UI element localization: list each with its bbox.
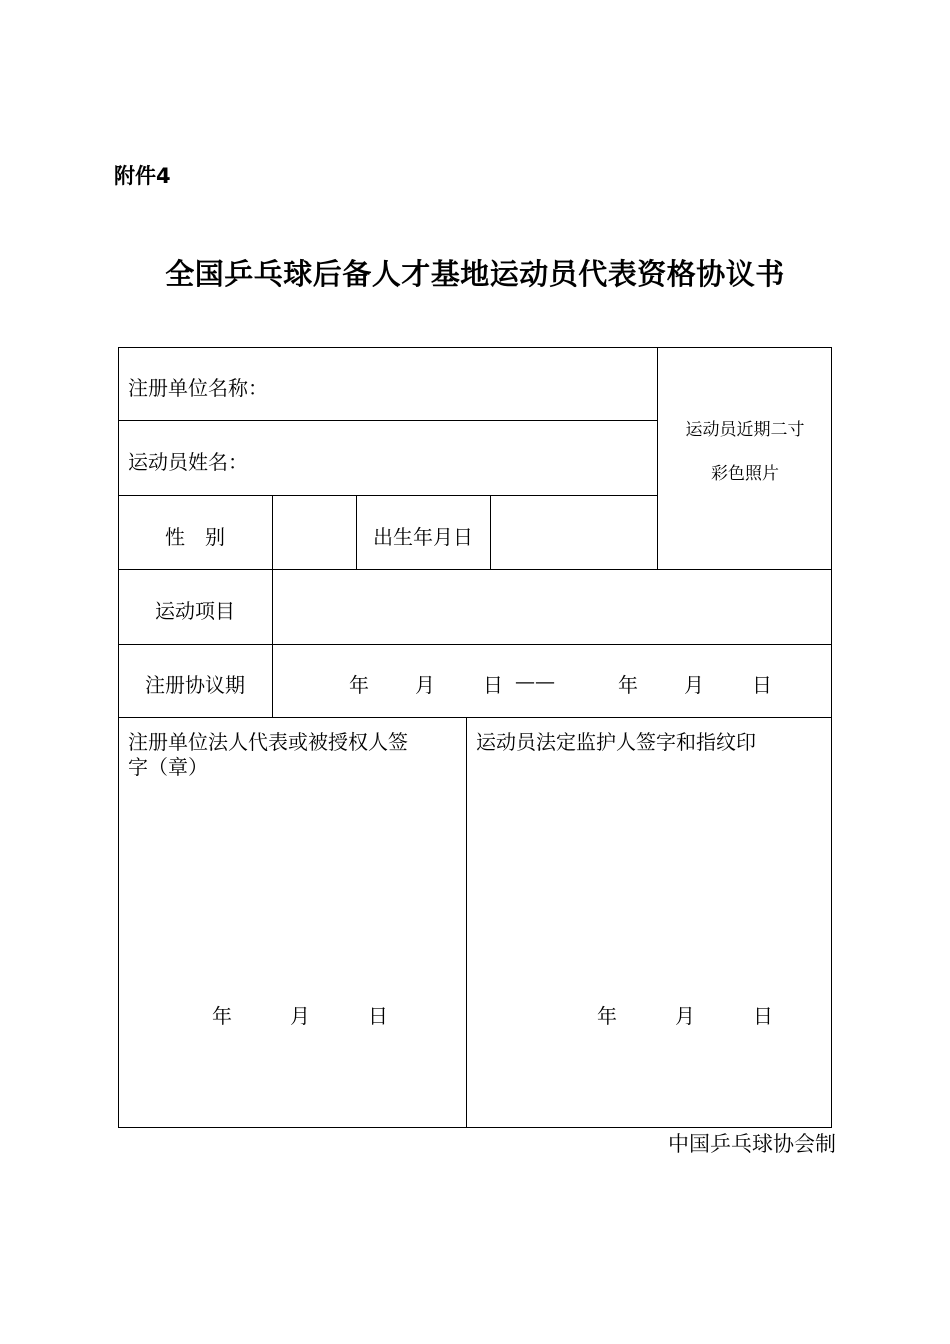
row-divider-5 [118,717,832,718]
guardian-signature-label: 运动员法定监护人签字和指纹印 [476,730,756,754]
photo-caption-line-1: 运动员近期二寸 [685,420,805,440]
period-label: 注册协议期 [145,673,245,697]
period-end-year: 年 [618,673,638,697]
period-start-day: 日 [483,673,503,697]
period-start-year: 年 [349,673,369,697]
unit-sign-month: 月 [290,1004,310,1028]
athlete-name-label: 运动员姓名： [128,450,248,474]
row-divider-4 [118,644,832,645]
unit-signature-label-line-1: 注册单位法人代表或被授权人签 [128,730,408,754]
row-divider-2 [118,495,658,496]
period-end-month: 月 [684,673,704,697]
guardian-sign-day: 日 [753,1004,773,1028]
unit-name-label: 注册单位名称： [128,376,268,400]
unit-sign-day: 日 [368,1004,388,1028]
photo-caption-line-2: 彩色照片 [711,464,779,484]
signature-divider [466,717,467,1128]
agreement-form-table [118,347,832,1128]
unit-sign-year: 年 [212,1004,232,1028]
gender-label: 性 别 [165,525,225,549]
table-border-left [118,347,119,1128]
document-title: 全国乒乓球后备人才基地运动员代表资格协议书 [165,257,785,291]
period-end-day: 日 [752,673,772,697]
row-divider-3 [118,569,832,570]
sport-label: 运动项目 [155,599,235,623]
unit-signature-label-line-2: 字（章） [128,755,208,779]
row-divider-1 [118,420,658,421]
attachment-label: 附件4 [114,164,171,188]
period-start-month: 月 [415,673,435,697]
birth-label-divider [490,495,491,570]
guardian-sign-year: 年 [597,1004,617,1028]
guardian-sign-month: 月 [675,1004,695,1028]
table-border-top [118,347,832,348]
issuer-footer: 中国乒乓球协会制 [668,1132,836,1156]
label-column-divider [272,495,273,718]
period-dash: —— [515,669,555,693]
birth-date-label: 出生年月日 [373,525,473,549]
